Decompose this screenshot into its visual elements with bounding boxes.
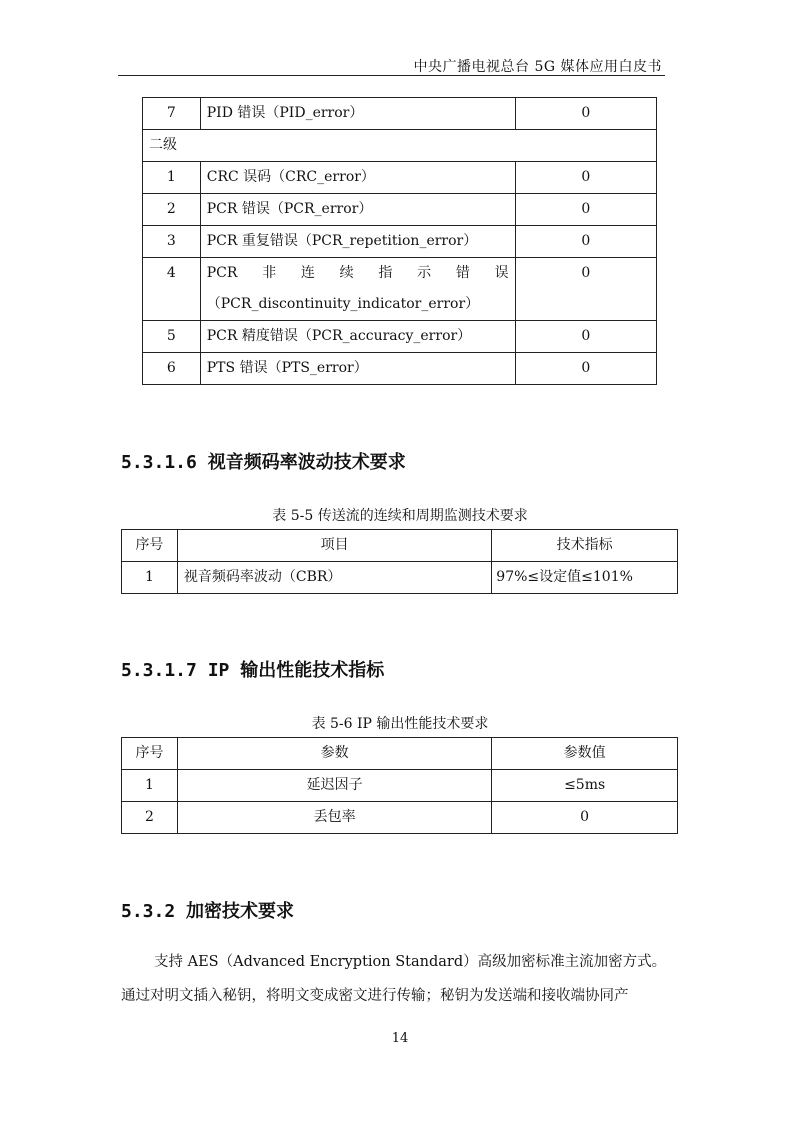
table-row	[122, 770, 678, 802]
column-header: 参数值	[492, 738, 678, 770]
table-header-row	[122, 530, 678, 562]
table-row	[143, 162, 657, 194]
bitrate-table	[121, 529, 678, 594]
word: 示	[417, 265, 432, 281]
row-number: 1	[143, 162, 201, 194]
table-caption-5-5: 表 5-5 传送流的连续和周期监测技术要求	[272, 508, 528, 524]
level-label: 二级	[143, 130, 657, 162]
table-row	[143, 194, 657, 226]
row-item	[200, 258, 515, 321]
table-row	[122, 562, 678, 594]
row-number: 4	[143, 258, 201, 321]
table-caption-5-6: 表 5-6 IP 输出性能技术要求	[311, 716, 489, 732]
row-number: 7	[143, 98, 201, 130]
row-number: 2	[143, 194, 201, 226]
word: 非	[262, 265, 277, 281]
row-value: 0	[515, 321, 656, 353]
row-item: PCR 错误（PCR_error）	[200, 194, 515, 226]
column-header: 技术指标	[492, 530, 678, 562]
section-heading-532: 5.3.2 加密技术要求	[121, 901, 295, 922]
row-item-line1	[201, 258, 515, 289]
row-number: 6	[143, 353, 201, 385]
body-paragraph-line2: 通过对明文插入秘钥，将明文变成密文进行传输；秘钥为发送端和接收端协同产	[121, 988, 629, 1004]
column-header: 序号	[122, 530, 178, 562]
row-item-line2: （PCR_discontinuity_indicator_error）	[206, 296, 480, 312]
row-item: CRC 误码（CRC_error）	[200, 162, 515, 194]
row-value: 97%≤设定值≤101%	[492, 562, 678, 594]
word: 错	[455, 265, 470, 281]
page-number: 14	[391, 1031, 409, 1046]
row-value: 0	[515, 194, 656, 226]
row-value: 0	[515, 162, 656, 194]
word: PCR	[206, 265, 238, 281]
row-number: 1	[122, 770, 178, 802]
body-paragraph-line1: 支持 AES（Advanced Encryption Standard）高级加密标准主流加密方式。	[154, 954, 667, 970]
table-header-row	[122, 738, 678, 770]
row-number: 3	[143, 226, 201, 258]
table-row	[143, 321, 657, 353]
word: 续	[339, 265, 354, 281]
table-row	[143, 353, 657, 385]
row-number: 2	[122, 802, 178, 834]
table-row	[143, 98, 657, 130]
header-title: 中央广播电视总台 5G 媒体应用白皮书	[413, 59, 662, 75]
row-item: PCR 重复错误（PCR_repetition_error）	[200, 226, 515, 258]
row-value: 0	[515, 258, 656, 321]
row-item: 延迟因子	[177, 770, 491, 802]
row-item: PCR 精度错误（PCR_accuracy_error）	[200, 321, 515, 353]
ip-output-table	[121, 737, 678, 834]
error-table	[142, 97, 657, 385]
row-value: 0	[515, 98, 656, 130]
word: 指	[378, 265, 393, 281]
section-heading-5317: 5.3.1.7 IP 输出性能技术指标	[121, 660, 385, 681]
table-row	[143, 130, 657, 162]
row-item: PTS 错误（PTS_error）	[200, 353, 515, 385]
column-header: 序号	[122, 738, 178, 770]
row-item: 丢包率	[177, 802, 491, 834]
section-heading-5316: 5.3.1.6 视音频码率波动技术要求	[121, 452, 406, 473]
header-rule	[118, 75, 665, 76]
word: 连	[300, 265, 315, 281]
row-item: PID 错误（PID_error）	[200, 98, 515, 130]
column-header: 参数	[177, 738, 491, 770]
row-value: 0	[515, 226, 656, 258]
word: 误	[494, 265, 509, 281]
row-number: 1	[122, 562, 178, 594]
table-row	[122, 802, 678, 834]
table-row	[143, 226, 657, 258]
row-item: 视音频码率波动（CBR）	[177, 562, 491, 594]
row-value: 0	[515, 353, 656, 385]
row-value: ≤5ms	[492, 770, 678, 802]
column-header: 项目	[177, 530, 491, 562]
table-row	[143, 258, 657, 321]
row-number: 5	[143, 321, 201, 353]
row-value: 0	[492, 802, 678, 834]
